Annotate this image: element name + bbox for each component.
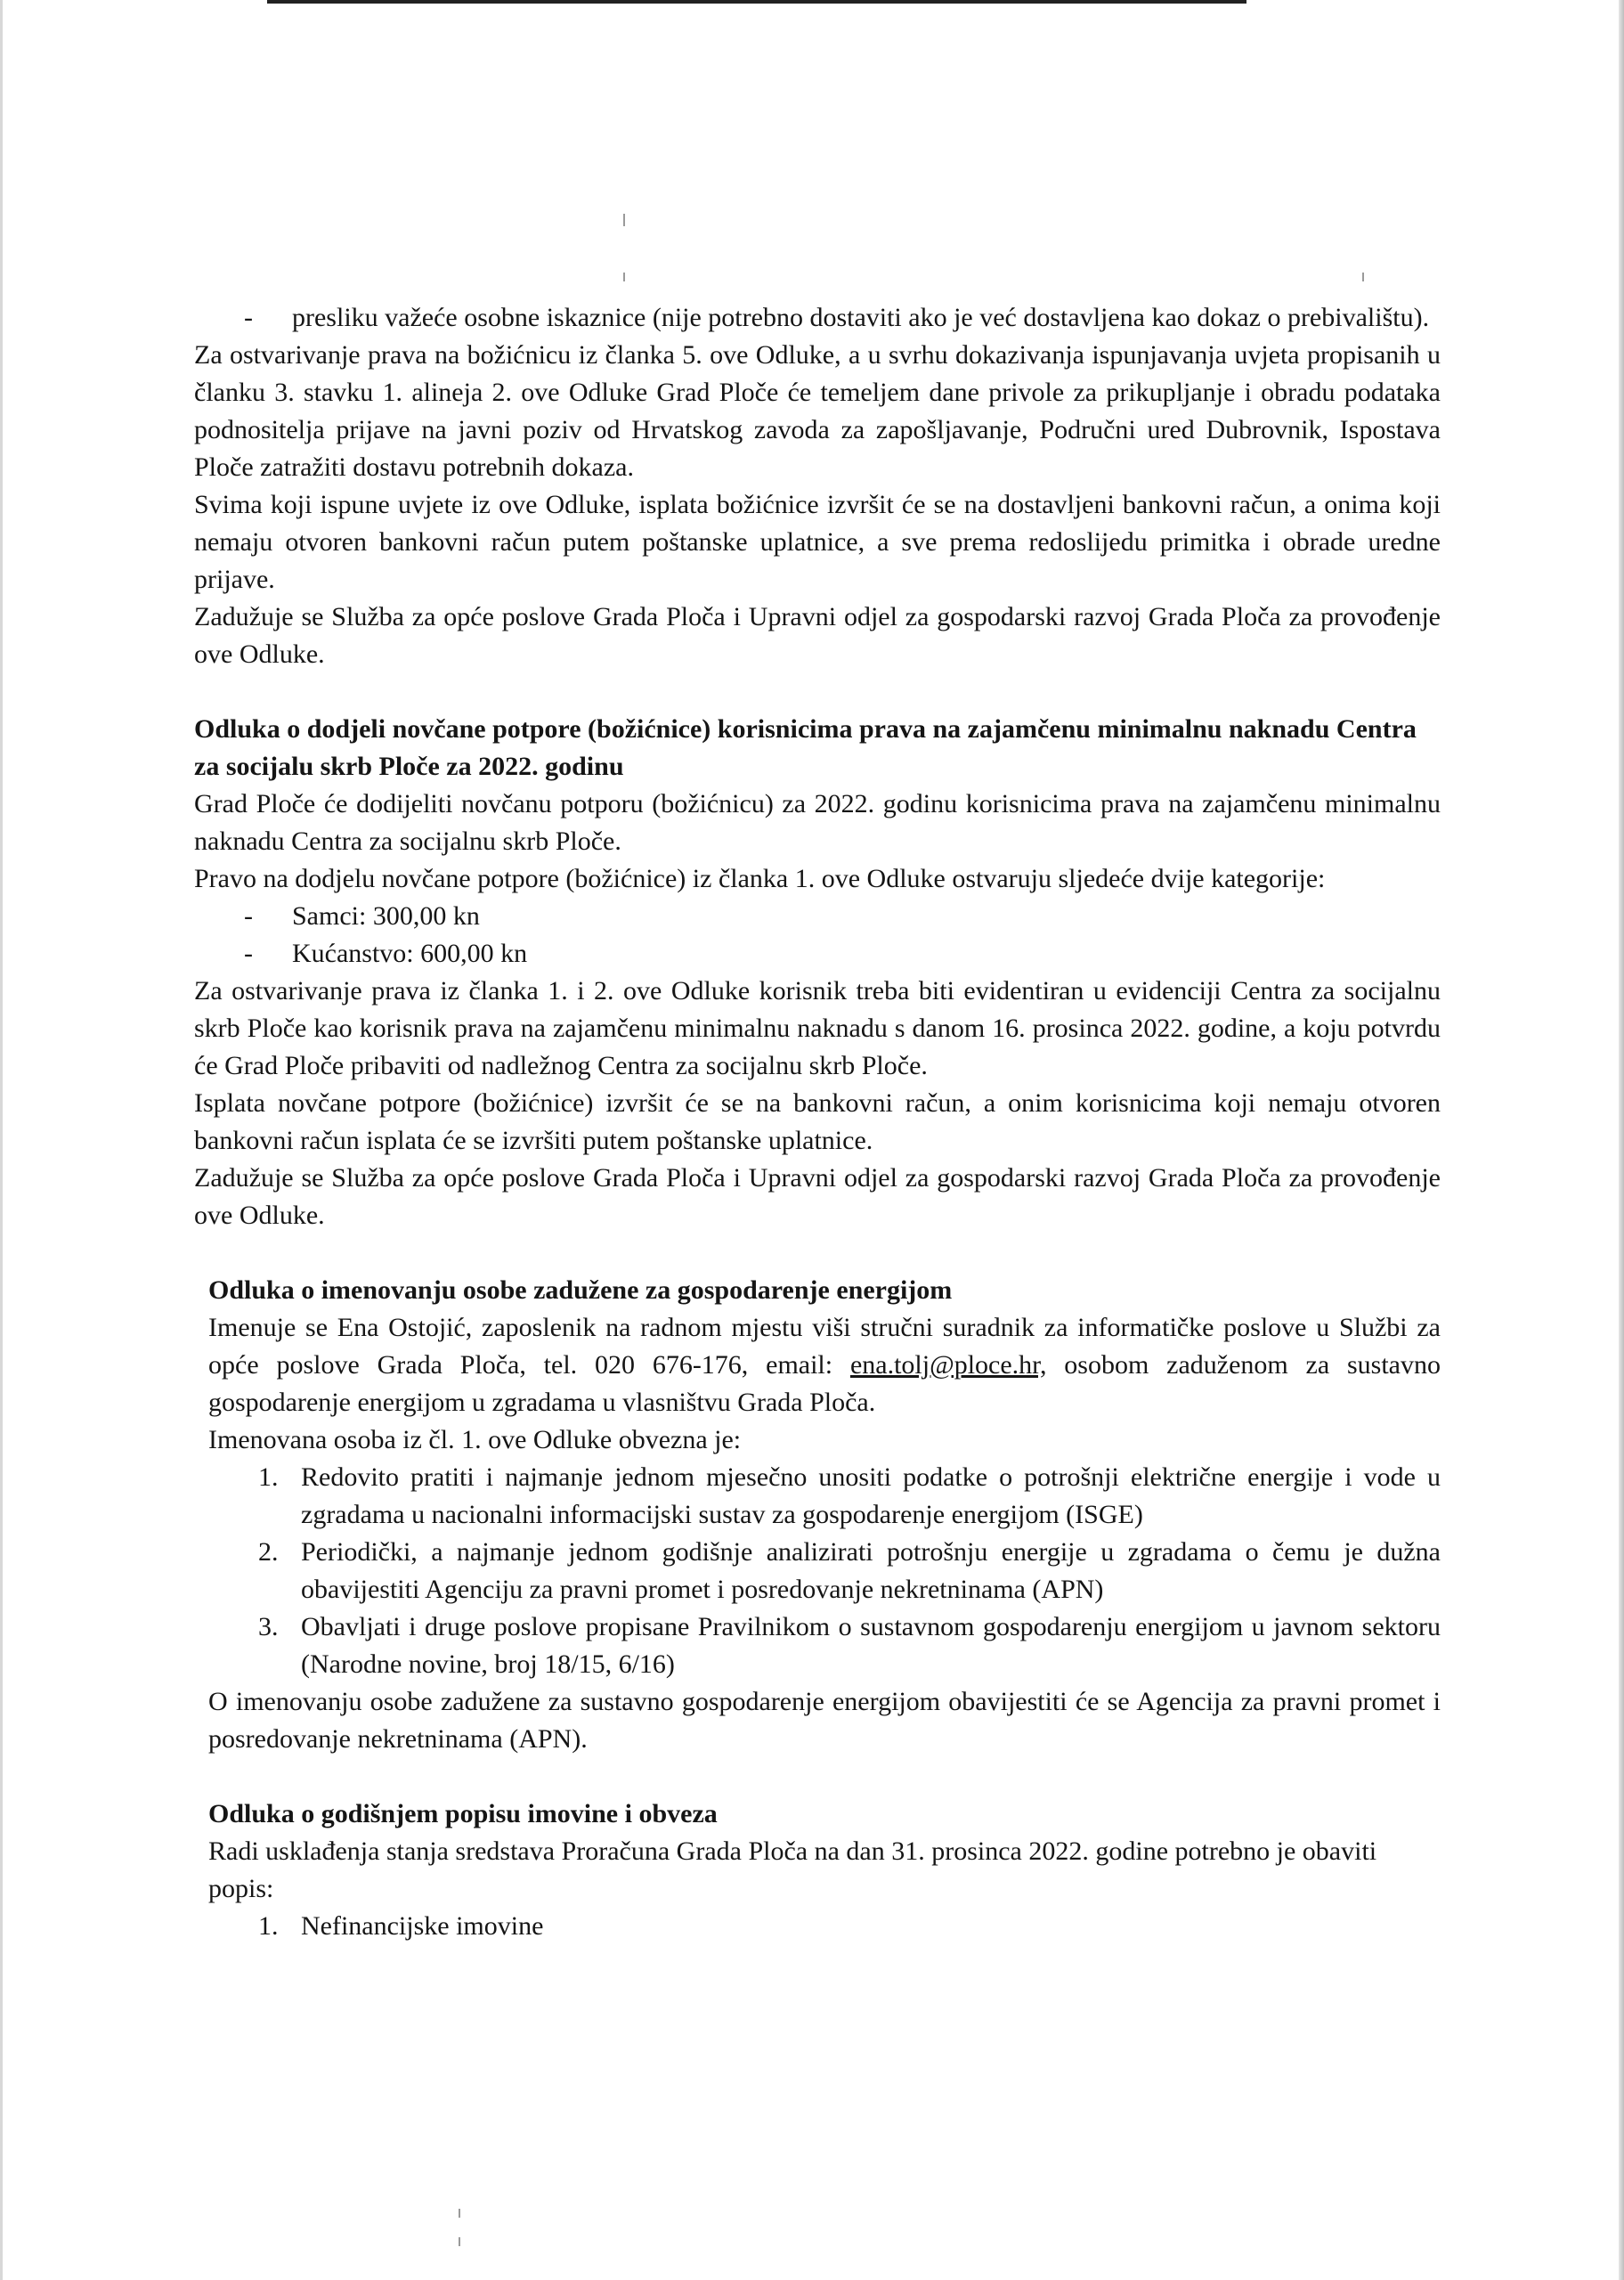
section-energy-manager-decision — [194, 1272, 1441, 1758]
list-number: 1. — [258, 1911, 279, 1941]
paragraph: Zadužuje se Služba za opće poslove Grada Ploča i Upravni odjel za gospodarski razvoj Grada Ploča za provođenje ove Odluke. — [194, 1163, 1441, 1230]
paragraph: Radi usklađenja stanja sredstava Proračuna Grada Ploča na dan 31. prosinca 2022. godine potrebno je obaviti popis: — [208, 1836, 1377, 1903]
paragraph: Pravo na dodjelu novčane potpore (božićnice) iz članka 1. ove Odluke ostvaruju sljedeće dvije kategorije: — [194, 864, 1326, 893]
dash-marker: - — [244, 939, 253, 968]
paragraph: Imenovana osoba iz čl. 1. ove Odluke obvezna je: — [208, 1425, 742, 1454]
list-item-text: Samci: 300,00 kn — [292, 901, 480, 931]
section-christmas-bonus-decision — [194, 711, 1441, 1234]
section-heading: Odluka o imenovanju osobe zadužene za gospodarenje energijom — [208, 1275, 953, 1305]
list-item-text: Nefinancijske imovine — [301, 1911, 544, 1941]
numbered-list-item — [208, 1459, 1441, 1534]
paragraph-proof-requirements: Za ostvarivanje prava na božićnicu iz članka 5. ove Odluke, a u svrhu dokazivanja ispunjavanja uvjeta propisanih u članku 3. stavku 1. alineja 2. ove Odluke Grad Ploče će temeljem dane privole za prikupljanje i obradu podataka podnositelja prijave na javni poziv od Hrvatskog zavoda za zapošljavanje, Područni ured Dubrovnik, Ispostava Ploče zatražiti dostavu potrebnih dokaza. — [194, 340, 1441, 482]
paragraph-appointment — [208, 1309, 1441, 1421]
list-item-text: presliku važeće osobne iskaznice (nije potrebno dostaviti ako je već dostavljena kao dokaz o prebivalištu). — [292, 303, 1430, 332]
paragraph: Isplata novčane potpore (božićnice) izvršit će se na bankovni račun, a onim korisnicima koji nemaju otvoren bankovni račun isplata će se izvršiti putem poštanske uplatnice. — [194, 1088, 1441, 1155]
list-item-text: Periodički, a najmanje jednom godišnje analizirati potrošnju energije u zgradama o čemu je dužna obavijestiti Agenciju za pravni promet i posredovanje nekretninama (APN) — [301, 1537, 1441, 1604]
scan-edge-left — [0, 0, 3, 2280]
scan-edge-top — [267, 0, 1246, 4]
scan-artifact-mark — [623, 273, 625, 281]
numbered-list-item — [208, 1534, 1441, 1608]
dash-marker: - — [244, 303, 253, 332]
list-item-text: Kućanstvo: 600,00 kn — [292, 939, 528, 968]
scan-edge-right — [1619, 0, 1624, 2280]
email-link[interactable]: ena.tolj@ploce.hr, — [849, 1350, 1047, 1380]
intro-block — [194, 299, 1441, 673]
list-item — [194, 935, 1441, 973]
paragraph: Za ostvarivanje prava iz članka 1. i 2. ove Odluke korisnik treba biti evidentiran u evidenciji Centra za socijalnu skrb Ploče kao korisnik prava na zajamčenu minimalnu naknadu s danom 16. prosinca 2022. godine, a koju potvrdu će Grad Ploče pribaviti od nadležnog Centra za socijalnu skrb Ploče. — [194, 976, 1441, 1080]
numbered-list — [208, 1908, 1441, 1945]
list-number: 2. — [258, 1537, 279, 1567]
list-item-text: Obavljati i druge poslove propisane Pravilnikom o sustavnom gospodarenju energijom u javnom sektoru (Narodne novine, broj 18/15, 6/16) — [301, 1612, 1441, 1679]
list-item — [194, 299, 1441, 337]
section-heading: Odluka o dodjeli novčane potpore (božićnice) korisnicima prava na zajamčenu minimalnu naknadu Centra za socijalu skrb Ploče za 2022. godinu — [194, 714, 1417, 781]
section-annual-inventory-decision — [194, 1796, 1441, 1945]
scan-artifact-mark — [1362, 273, 1364, 281]
numbered-list — [208, 1459, 1441, 1683]
numbered-list-item — [208, 1908, 1441, 1945]
section-heading: Odluka o godišnjem popisu imovine i obveza — [208, 1799, 718, 1828]
document-page — [194, 299, 1441, 1945]
paragraph-responsibility: Zadužuje se Služba za opće poslove Grada Ploča i Upravni odjel za gospodarski razvoj Grada Ploča za provođenje ove Odluke. — [194, 602, 1441, 669]
scan-artifact-mark — [623, 214, 625, 226]
list-number: 1. — [258, 1462, 279, 1492]
paragraph: O imenovanju osobe zadužene za sustavno gospodarenje energijom obavijestiti će se Agencija za pravni promet i posredovanje nekretninama (APN). — [208, 1687, 1441, 1754]
paragraph-text: Imenuje se Ena Ostojić, zaposlenik na radnom mjestu viši stručni suradnik za informatičke poslove u Službi za opće poslove Grada Ploča, tel. 020 676-176, email: — [208, 1313, 1441, 1380]
dash-marker: - — [244, 901, 253, 931]
paragraph-text: osobom zaduženom za sustavno gospodarenje energijom u zgradama u vlasništvu Grada Ploča. — [208, 1350, 1441, 1417]
paragraph: Grad Ploče će dodijeliti novčanu potporu (božićnicu) za 2022. godinu korisnicima prava na zajamčenu minimalnu naknadu Centra za socijalnu skrb Ploče. — [194, 789, 1441, 856]
scan-artifact-mark — [459, 2237, 460, 2246]
numbered-list-item — [208, 1608, 1441, 1683]
list-item-text: Redovito pratiti i najmanje jednom mjesečno unositi podatke o potrošnji električne energije i vode u zgradama u nacionalni informacijski sustav za gospodarenje energijom (ISGE) — [301, 1462, 1441, 1529]
paragraph-payment-method: Svima koji ispune uvjete iz ove Odluke, isplata božićnice izvršit će se na dostavljeni bankovni račun, a onima koji nemaju otvoren bankovni račun putem poštanske uplatnice, a sve prema redoslijedu primitka i obrade uredne prijave. — [194, 490, 1441, 594]
list-item — [194, 898, 1441, 935]
list-number: 3. — [258, 1612, 279, 1641]
scan-artifact-mark — [459, 2209, 460, 2218]
